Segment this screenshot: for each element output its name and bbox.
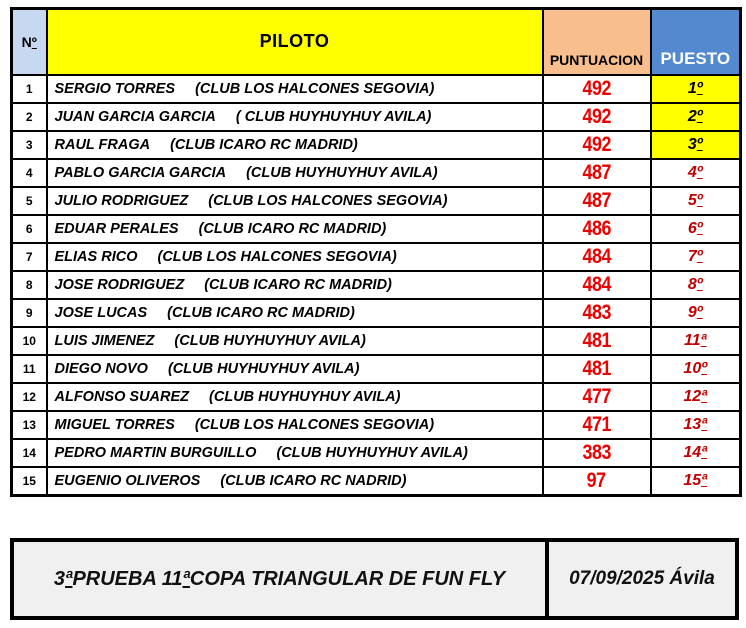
score-cell (543, 215, 651, 243)
score-value: 487 (582, 160, 611, 184)
table-row (12, 131, 741, 159)
results-table (10, 7, 742, 497)
pilot-name: JOSE LUCAS (54, 304, 148, 321)
event-title: 3 ª PRUEBA 11 ª COPA TRIANGULAR DE FUN FLY (53, 567, 506, 590)
pilot-club: (CLUB HUYHUYHUY AVILA) (276, 444, 468, 461)
score-cell (543, 327, 651, 355)
row-number-cell: 15 (12, 467, 47, 496)
header-score-cell: PUNTUACION (543, 9, 651, 75)
score-cell (543, 103, 651, 131)
pilot-name: PABLO GARCIA GARCIA (54, 164, 227, 181)
table-row (12, 103, 741, 131)
event-date: 07/09/2025 Ávila (545, 542, 735, 616)
pilot-cell (47, 103, 543, 131)
pilot-club: (CLUB ICARO RC MADRID) (170, 136, 358, 153)
pilot-cell (47, 243, 543, 271)
pilot-club: (CLUB HUYHUYHUY AVILA) (167, 360, 360, 377)
row-number-cell: 2 (12, 103, 47, 131)
pilot-club: (CLUB LOS HALCONES SEGOVIA) (157, 248, 397, 265)
pilot-cell (47, 159, 543, 187)
table-header (12, 9, 741, 75)
score-value: 483 (582, 300, 611, 324)
score-cell (543, 411, 651, 439)
row-number-cell: 8 (12, 271, 47, 299)
pilot-name: DIEGO NOVO (54, 360, 148, 377)
pilot-name: EDUAR PERALES (54, 220, 179, 237)
pilot-cell (47, 327, 543, 355)
header-number-cell: Nº (12, 9, 47, 75)
pilot-cell (47, 439, 543, 467)
score-value: 492 (582, 104, 611, 128)
pilot-cell (47, 215, 543, 243)
pilot-cell (47, 355, 543, 383)
place-cell: 15ª (651, 467, 741, 496)
pilot-club: (CLUB LOS HALCONES SEGOVIA) (195, 80, 435, 97)
row-number-cell: 12 (12, 383, 47, 411)
table-row (12, 215, 741, 243)
pilot-name: JUAN GARCIA GARCIA (54, 108, 216, 125)
pilot-club: (CLUB LOS HALCONES SEGOVIA) (208, 192, 448, 209)
place-cell: 13ª (651, 411, 741, 439)
pilot-cell (47, 271, 543, 299)
score-value: 484 (582, 272, 611, 296)
table-row (12, 75, 741, 103)
row-number-cell: 3 (12, 131, 47, 159)
row-number-cell: 7 (12, 243, 47, 271)
score-value: 383 (582, 440, 611, 464)
score-cell (543, 271, 651, 299)
pilot-club: (CLUB ICARO RC MADRID) (167, 304, 355, 321)
table-row (12, 411, 741, 439)
place-cell: 5º (651, 187, 741, 215)
header-pilot-cell: PILOTO (47, 9, 543, 75)
score-cell (543, 383, 651, 411)
place-cell: 8º (651, 271, 741, 299)
pilot-club: (CLUB HUYHUYHUY AVILA) (209, 388, 401, 405)
pilot-cell (47, 131, 543, 159)
score-value: 487 (582, 188, 611, 212)
pilot-name: EUGENIO OLIVEROS (54, 472, 201, 489)
table-row (12, 299, 741, 327)
table-row (12, 159, 741, 187)
pilot-club: (CLUB HUYHUYHUY AVILA) (246, 164, 438, 181)
score-value: 492 (582, 76, 611, 100)
place-cell: 2º (651, 103, 741, 131)
score-cell (543, 243, 651, 271)
score-value: 471 (582, 412, 611, 436)
pilot-name: JOSE RODRIGUEZ (54, 276, 185, 293)
row-number-cell: 11 (12, 355, 47, 383)
score-cell (543, 159, 651, 187)
pilot-cell (47, 187, 543, 215)
table-row (12, 355, 741, 383)
place-cell: 12ª (651, 383, 741, 411)
pilot-club: (CLUB ICARO RC MADRID) (204, 276, 392, 293)
place-cell: 14ª (651, 439, 741, 467)
row-number-cell: 9 (12, 299, 47, 327)
table-row (12, 383, 741, 411)
pilot-cell (47, 299, 543, 327)
score-cell (543, 355, 651, 383)
place-cell: 7º (651, 243, 741, 271)
pilot-name: PEDRO MARTIN BURGUILLO (54, 444, 257, 461)
place-cell: 1º (651, 75, 741, 103)
row-number-cell: 14 (12, 439, 47, 467)
table-row (12, 467, 741, 496)
place-cell: 11ª (651, 327, 741, 355)
row-number-cell: 4 (12, 159, 47, 187)
row-number-cell: 13 (12, 411, 47, 439)
header-place-cell: PUESTO (651, 9, 741, 75)
pilot-name: ALFONSO SUAREZ (54, 388, 190, 405)
score-value: 477 (582, 384, 611, 408)
place-cell: 10º (651, 355, 741, 383)
row-number-cell: 1 (12, 75, 47, 103)
place-cell: 4º (651, 159, 741, 187)
score-value: 481 (582, 356, 611, 380)
score-value: 481 (582, 328, 611, 352)
place-cell: 9º (651, 299, 741, 327)
pilot-name: SERGIO TORRES (54, 80, 176, 97)
pilot-name: ELIAS RICO (54, 248, 138, 265)
score-value: 486 (582, 216, 611, 240)
pilot-club: (CLUB ICARO RC NADRID) (220, 472, 407, 489)
pilot-name: LUIS JIMENEZ (54, 332, 155, 349)
score-value: 97 (586, 468, 606, 492)
score-cell (543, 299, 651, 327)
pilot-name: JULIO RODRIGUEZ (54, 192, 189, 209)
score-cell (543, 439, 651, 467)
row-number-cell: 5 (12, 187, 47, 215)
pilot-cell (47, 75, 543, 103)
place-cell: 6º (651, 215, 741, 243)
score-cell (543, 467, 651, 496)
pilot-club: (CLUB ICARO RC MADRID) (198, 220, 387, 237)
table-row (12, 243, 741, 271)
pilot-club: (CLUB HUYHUYHUY AVILA) (174, 332, 366, 349)
score-value: 492 (582, 132, 611, 156)
table-row (12, 327, 741, 355)
table-row (12, 271, 741, 299)
row-number-cell: 10 (12, 327, 47, 355)
score-cell (543, 131, 651, 159)
pilot-cell (47, 411, 543, 439)
place-cell: 3º (651, 131, 741, 159)
footer-bar (10, 538, 739, 620)
pilot-cell (47, 467, 543, 496)
pilot-club: ( CLUB HUYHUYHUY AVILA) (235, 108, 432, 125)
table-row (12, 439, 741, 467)
pilot-cell (47, 383, 543, 411)
pilot-name: RAUL FRAGA (54, 136, 151, 153)
score-value: 484 (582, 244, 611, 268)
table-row (12, 187, 741, 215)
pilot-name: MIGUEL TORRES (54, 416, 175, 433)
score-cell (543, 187, 651, 215)
row-number-cell: 6 (12, 215, 47, 243)
pilot-club: (CLUB LOS HALCONES SEGOVIA) (194, 416, 435, 433)
score-cell (543, 75, 651, 103)
